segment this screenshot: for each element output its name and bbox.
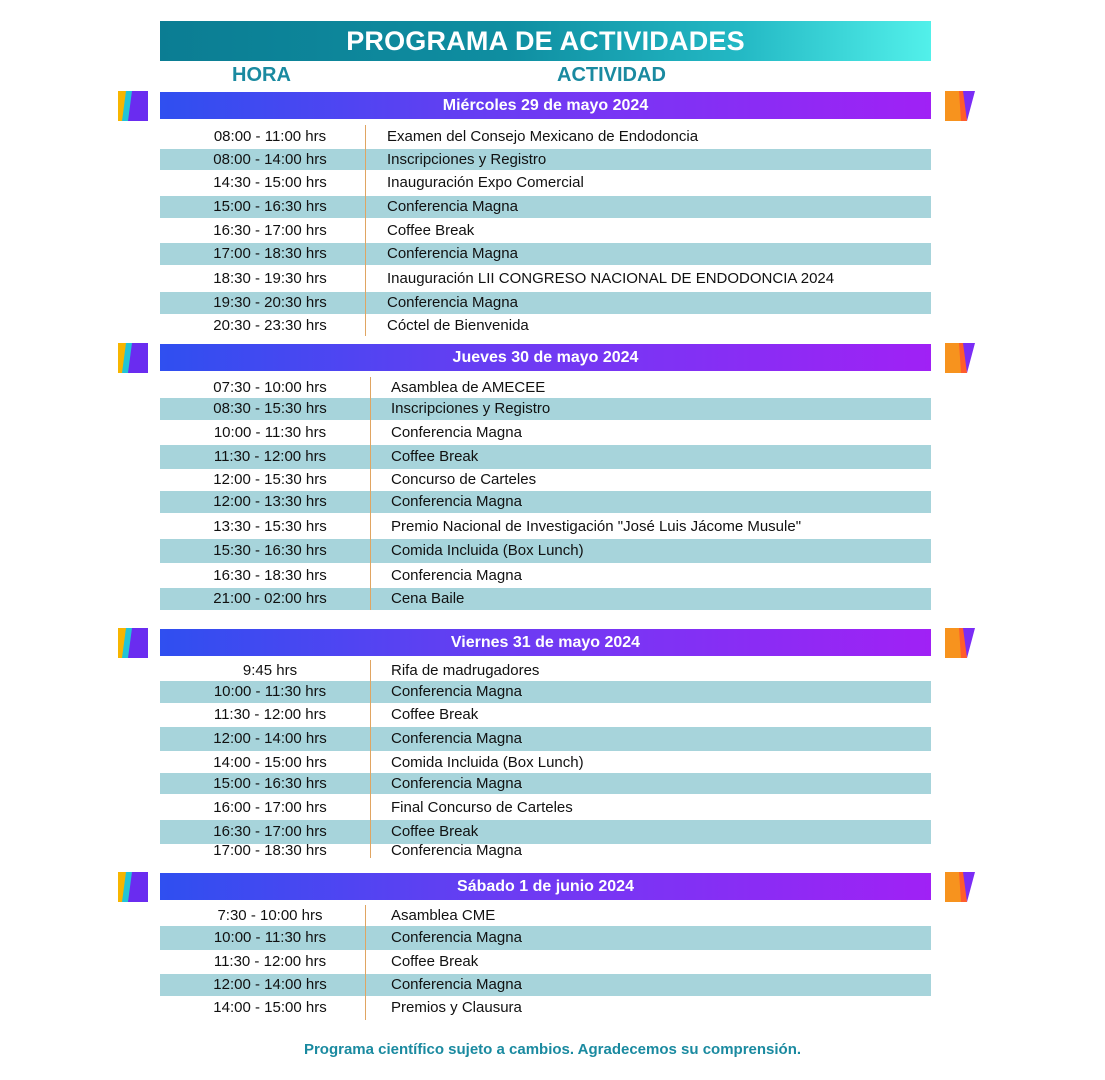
schedule-row bbox=[160, 996, 931, 1020]
activity-cell: Final Concurso de Carteles bbox=[391, 799, 573, 816]
activity-cell: Asamblea de AMECEE bbox=[391, 378, 546, 396]
activity-cell: Conferencia Magna bbox=[391, 842, 522, 859]
activity-cell: Conferencia Magna bbox=[391, 424, 522, 441]
schedule-row bbox=[160, 267, 931, 291]
activity-cell: Conferencia Magna bbox=[387, 294, 518, 311]
decorative-corner-icon bbox=[945, 628, 975, 658]
time-cell: 18:30 - 19:30 hrs bbox=[213, 270, 327, 287]
time-cell: 14:30 - 15:00 hrs bbox=[213, 174, 327, 191]
time-cell: 08:30 - 15:30 hrs bbox=[213, 400, 327, 417]
activity-cell: Premios y Clausura bbox=[391, 999, 522, 1016]
day-header bbox=[160, 629, 931, 656]
schedule-row bbox=[160, 515, 931, 539]
activity-cell: Coffee Break bbox=[391, 953, 479, 970]
activity-cell: Cena Baile bbox=[391, 590, 465, 607]
column-divider bbox=[370, 377, 371, 610]
time-cell: 17:00 - 18:30 hrs bbox=[213, 245, 327, 262]
column-divider bbox=[365, 125, 366, 336]
time-cell: 12:00 - 13:30 hrs bbox=[213, 493, 327, 510]
day-label: Jueves 30 de mayo 2024 bbox=[452, 348, 639, 366]
decorative-corner-icon bbox=[945, 872, 975, 902]
schedule-row bbox=[160, 950, 931, 974]
activity-cell: Conferencia Magna bbox=[387, 198, 518, 215]
schedule-row bbox=[160, 843, 931, 859]
time-cell: 9:45 hrs bbox=[242, 661, 298, 679]
schedule-row bbox=[160, 125, 931, 149]
schedule-row bbox=[160, 539, 931, 563]
time-cell: 14:00 - 15:00 hrs bbox=[213, 999, 327, 1016]
decorative-corner-icon bbox=[118, 91, 148, 121]
schedule-row bbox=[160, 564, 931, 588]
time-cell: 11:30 - 12:00 hrs bbox=[213, 706, 327, 723]
time-cell: 07:30 - 10:00 hrs bbox=[213, 378, 327, 396]
day-label: Sábado 1 de junio 2024 bbox=[457, 877, 634, 895]
time-cell: 15:30 - 16:30 hrs bbox=[213, 542, 327, 559]
activity-cell: Conferencia Magna bbox=[391, 976, 522, 993]
schedule-row bbox=[160, 773, 931, 794]
schedule-row bbox=[160, 681, 931, 703]
schedule-row bbox=[160, 196, 931, 218]
schedule-row bbox=[160, 292, 931, 314]
column-divider bbox=[365, 905, 366, 1020]
time-cell: 17:00 - 18:30 hrs bbox=[213, 842, 327, 859]
time-cell: 12:00 - 15:30 hrs bbox=[213, 471, 327, 488]
activity-cell: Conferencia Magna bbox=[391, 683, 522, 700]
time-cell: 10:00 - 11:30 hrs bbox=[213, 683, 327, 700]
activity-cell: Premio Nacional de Investigación "José Luis Jácome Musule" bbox=[391, 518, 802, 535]
activity-cell: Cóctel de Bienvenida bbox=[387, 316, 529, 334]
column-header-hora: HORA bbox=[232, 64, 291, 86]
time-cell: 7:30 - 10:00 hrs bbox=[217, 906, 323, 924]
schedule-row bbox=[160, 704, 931, 726]
page-title: PROGRAMA DE ACTIVIDADES bbox=[346, 25, 745, 56]
day-header bbox=[160, 344, 931, 371]
schedule-row bbox=[160, 398, 931, 420]
activity-cell: Conferencia Magna bbox=[391, 493, 522, 510]
time-cell: 08:00 - 14:00 hrs bbox=[213, 150, 327, 168]
schedule-row bbox=[160, 974, 931, 996]
schedule-row bbox=[160, 752, 931, 773]
decorative-corner-icon bbox=[945, 91, 975, 121]
time-cell: 11:30 - 12:00 hrs bbox=[213, 448, 327, 465]
activity-cell: Conferencia Magna bbox=[387, 245, 518, 262]
activity-cell: Conferencia Magna bbox=[391, 774, 522, 792]
schedule-row bbox=[160, 421, 931, 445]
schedule-row bbox=[160, 905, 931, 926]
activity-cell: Conferencia Magna bbox=[391, 929, 522, 946]
activity-cell: Rifa de madrugadores bbox=[391, 661, 540, 679]
time-cell: 19:30 - 20:30 hrs bbox=[213, 294, 327, 311]
activity-cell: Comida Incluida (Box Lunch) bbox=[391, 753, 584, 771]
decorative-corner-icon bbox=[118, 628, 148, 658]
column-header-actividad: ACTIVIDAD bbox=[557, 64, 666, 86]
title-banner bbox=[160, 21, 931, 61]
time-cell: 16:30 - 18:30 hrs bbox=[213, 567, 327, 584]
footer-note: Programa científico sujeto a cambios. Agradecemos su comprensión. bbox=[303, 1041, 802, 1058]
schedule-row bbox=[160, 727, 931, 751]
schedule-row bbox=[160, 926, 931, 950]
activity-cell: Comida Incluida (Box Lunch) bbox=[391, 542, 584, 559]
activity-cell: Coffee Break bbox=[391, 823, 479, 840]
time-cell: 15:00 - 16:30 hrs bbox=[213, 198, 327, 215]
time-cell: 13:30 - 15:30 hrs bbox=[213, 518, 327, 535]
schedule-row bbox=[160, 315, 931, 336]
time-cell: 08:00 - 11:00 hrs bbox=[213, 128, 327, 145]
schedule-row bbox=[160, 377, 931, 398]
schedule-row bbox=[160, 491, 931, 513]
decorative-corner-icon bbox=[945, 343, 975, 373]
activity-cell: Inscripciones y Registro bbox=[391, 400, 551, 417]
time-cell: 14:00 - 15:00 hrs bbox=[213, 753, 327, 771]
activity-cell: Concurso de Carteles bbox=[391, 471, 537, 488]
activity-cell: Coffee Break bbox=[391, 706, 479, 723]
time-cell: 20:30 - 23:30 hrs bbox=[213, 316, 327, 334]
activity-cell: Conferencia Magna bbox=[391, 730, 522, 747]
decorative-corner-icon bbox=[118, 872, 148, 902]
time-cell: 21:00 - 02:00 hrs bbox=[213, 590, 327, 607]
time-cell: 15:00 - 16:30 hrs bbox=[213, 774, 327, 792]
day-label: Miércoles 29 de mayo 2024 bbox=[442, 96, 649, 114]
schedule-row bbox=[160, 588, 931, 610]
schedule-row bbox=[160, 445, 931, 469]
day-header bbox=[160, 92, 931, 119]
activity-cell: Inauguración Expo Comercial bbox=[387, 174, 584, 191]
schedule-row bbox=[160, 796, 931, 820]
schedule-row bbox=[160, 220, 931, 242]
activity-cell: Coffee Break bbox=[387, 222, 475, 239]
schedule-row bbox=[160, 149, 931, 170]
schedule-row bbox=[160, 469, 931, 491]
time-cell: 16:00 - 17:00 hrs bbox=[213, 799, 327, 816]
activity-cell: Inscripciones y Registro bbox=[387, 150, 547, 168]
time-cell: 16:30 - 17:00 hrs bbox=[213, 823, 327, 840]
activity-cell: Examen del Consejo Mexicano de Endodoncia bbox=[387, 128, 699, 145]
day-header bbox=[160, 873, 931, 900]
schedule-row bbox=[160, 243, 931, 265]
activity-cell: Coffee Break bbox=[391, 448, 479, 465]
time-cell: 12:00 - 14:00 hrs bbox=[213, 976, 327, 993]
activity-cell: Conferencia Magna bbox=[391, 567, 522, 584]
decorative-corner-icon bbox=[118, 343, 148, 373]
schedule-row bbox=[160, 660, 931, 681]
schedule-row bbox=[160, 172, 931, 194]
time-cell: 10:00 - 11:30 hrs bbox=[213, 424, 327, 441]
time-cell: 12:00 - 14:00 hrs bbox=[213, 730, 327, 747]
day-label: Viernes 31 de mayo 2024 bbox=[450, 633, 641, 651]
time-cell: 10:00 - 11:30 hrs bbox=[213, 929, 327, 946]
activity-cell: Asamblea CME bbox=[391, 906, 496, 924]
activity-cell: Inauguración LII CONGRESO NACIONAL DE ENDODONCIA 2024 bbox=[387, 270, 835, 287]
time-cell: 11:30 - 12:00 hrs bbox=[213, 953, 327, 970]
time-cell: 16:30 - 17:00 hrs bbox=[213, 222, 327, 239]
column-divider bbox=[370, 660, 371, 858]
